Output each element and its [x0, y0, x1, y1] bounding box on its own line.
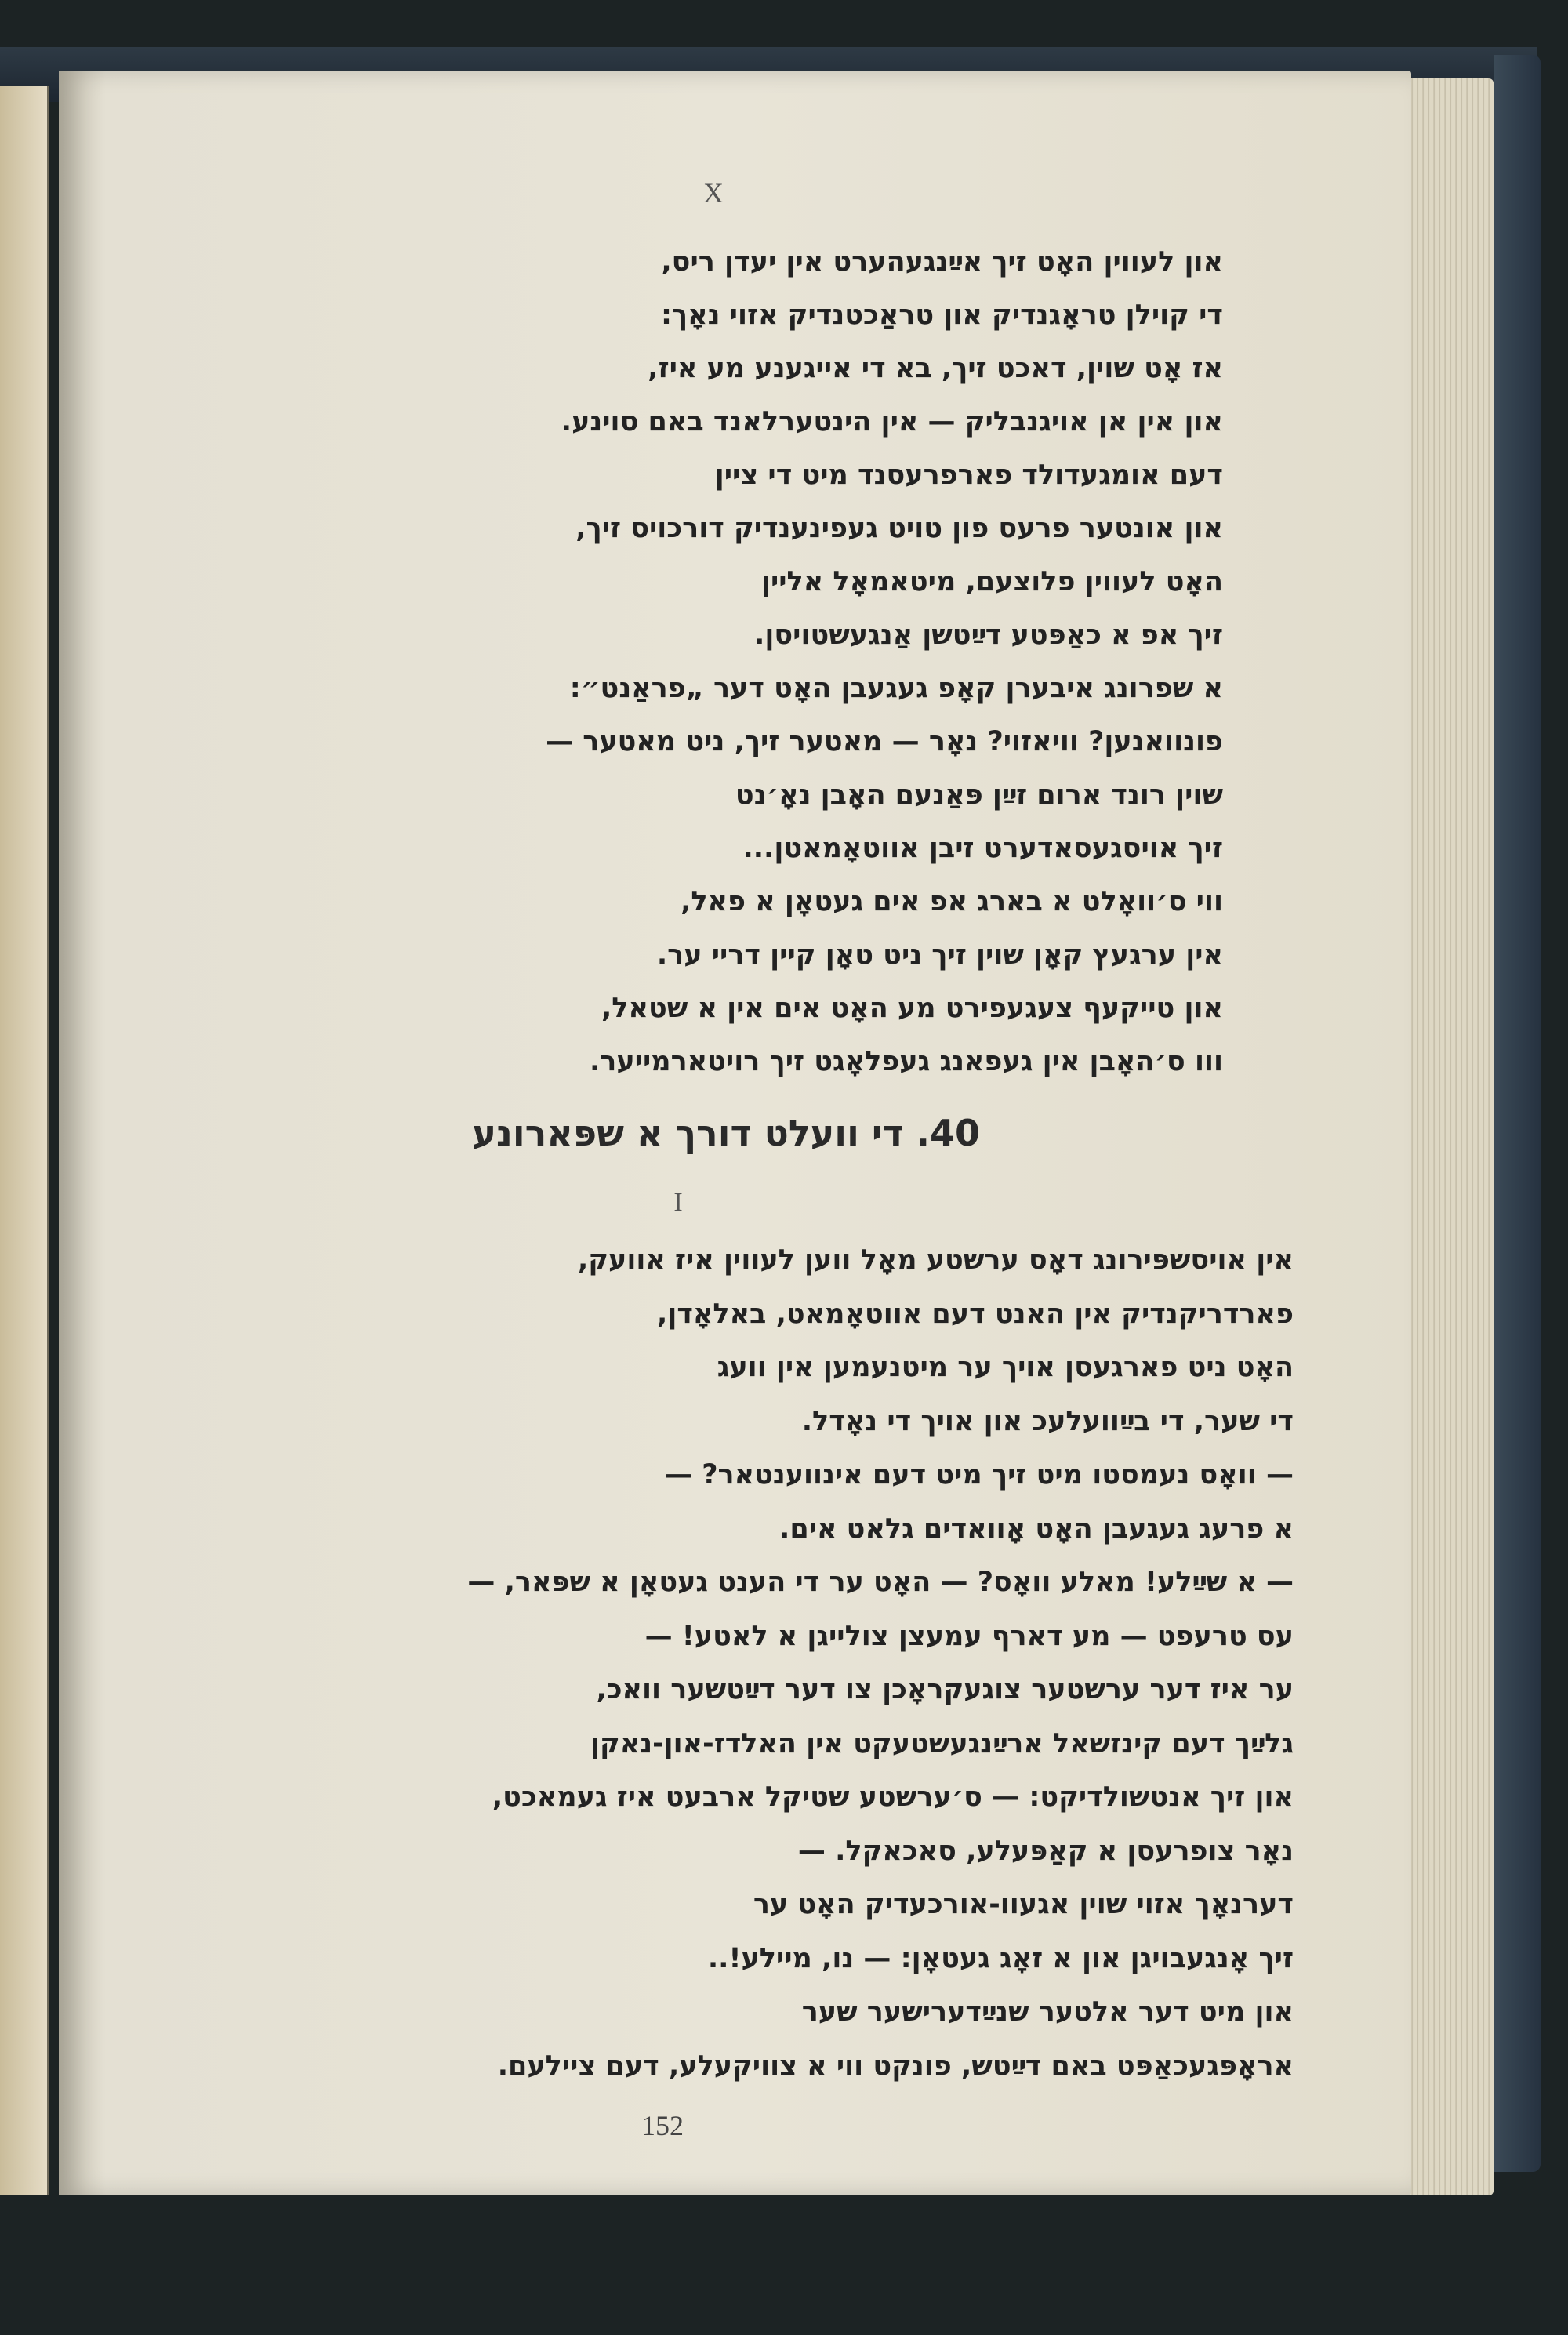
text-line: א פרעג געגעבן האָט אָוואדים גלאט אים.: [779, 1512, 1294, 1545]
text-line: ווו ס׳האָבן אין געפאנג געפלאָגט זיך רויטארמייער.: [589, 1046, 1223, 1077]
facing-page-edge: [0, 86, 49, 2195]
text-line: און אונטער פרעס פון טויט געפינענדיק דורכויס זיך,: [575, 513, 1223, 544]
page-number: 152: [641, 2110, 684, 2141]
text-line: פארדריקנדיק אין האנט דעם אווטאָמאט, באלאָדן,: [657, 1298, 1294, 1330]
text-line: זיך אפ א כאַפּטע דײַטשן אַנגעשטויסן.: [754, 619, 1223, 651]
text-line: און לעווין האָט זיך אײַנגעהערט אין יעדן ריס,: [661, 246, 1223, 278]
text-line: און מיט דער אלטער שנײַדערישער שער: [801, 1996, 1294, 2028]
text-line: ווי ס׳וואָלט א בארג אפ אים געטאָן א פאל,: [681, 886, 1223, 917]
text-line: אראָפּגעכאַפּט באם דײַטש, פונקט ווי א צוויקעלע, דעם ציילעם.: [497, 2050, 1294, 2082]
text-line: — וואָס נעמסטו מיט זיך מיט דעם אינווענטאר? —: [665, 1459, 1294, 1491]
text-line: האָט לעווין פלוצעם, מיטאמאָל אליין: [760, 566, 1223, 597]
text-line: די קוילן טראָגנדיק און טראַכטנדיק אזוי נאָך:: [660, 300, 1223, 331]
text-line: אז אָט שוין, דאכט זיך, בא די אייגענע מע איז,: [648, 353, 1223, 384]
text-line: האָט ניט פארגעסן אויך ער מיטנעמען אין וועג: [717, 1352, 1294, 1383]
text-line: און טייקעף צעגעפירט מע האָט אים אין א שטאל,: [601, 993, 1223, 1024]
text-line: פונוואנען? וויאזוי? נאָר — מאטער זיך, ניט מאטער —: [546, 726, 1223, 757]
text-line: — א שײַלע! מאלע וואָס? — האָט ער די הענט געטאָן א שפּאר, —: [467, 1567, 1294, 1598]
text-line: עס טרעפט — מע דארף עמעצן צולייגן א לאטע! —: [644, 1620, 1294, 1652]
book-cover-right: [1494, 55, 1541, 2172]
subsection-mark: I: [673, 1188, 683, 1217]
text-line: זיך אָנגעבויגן און א זאָג געטאָן: — נו, מיילע!..: [707, 1942, 1294, 1974]
text-line: א שפרונג איבערן קאָפ געגעבן האָט דער „פראַנט״:: [569, 673, 1223, 704]
section-mark: X: [703, 177, 724, 209]
text-line: זיך אויסגעסאדערט זיבן אווטאָמאטן...: [742, 833, 1223, 864]
text-line: שוין רונד ארום זײַן פּאַנעם האָבן נאָ׳נט: [735, 779, 1223, 811]
text-line: ער איז דער ערשטער צוגעקראָכן צו דער דײַטשער וואכ,: [596, 1674, 1294, 1705]
text-line: און אין אן אויגנבליק — אין הינטערלאנד באם סוינע.: [561, 406, 1223, 438]
text-line: דעם אומגעדולד פארפרעסנד מיט די ציין: [714, 459, 1223, 491]
text-line: אין ערגעץ קאָן שוין זיך ניט טאָן קיין דריי ער.: [656, 939, 1223, 971]
text-line: אין אויסשפּירונג דאָס ערשטע מאָל ווען לעווין איז אוועק,: [577, 1244, 1294, 1276]
text-line: און זיך אנטשולדיקט: — ס׳ערשטע שטיקל ארבעט איז געמאכט,: [492, 1781, 1294, 1813]
text-line: דערנאָך אזוי שוין אגעוו-אורכעדיק האָט ער: [753, 1889, 1294, 1920]
text-line: די שער, די בײַוועלעכ און אויך די נאָדל.: [801, 1405, 1294, 1437]
text-line: גלײַך דעם קינזשאל ארײַנגעשטעקט אין האלדז-און-נאקן: [590, 1727, 1294, 1759]
chapter-heading: 40. די וועלט דורך א שפּארונע: [472, 1112, 980, 1154]
text-line: נאָר צופרעסן א קאַפּעלע, סאכאקל. —: [797, 1835, 1294, 1867]
